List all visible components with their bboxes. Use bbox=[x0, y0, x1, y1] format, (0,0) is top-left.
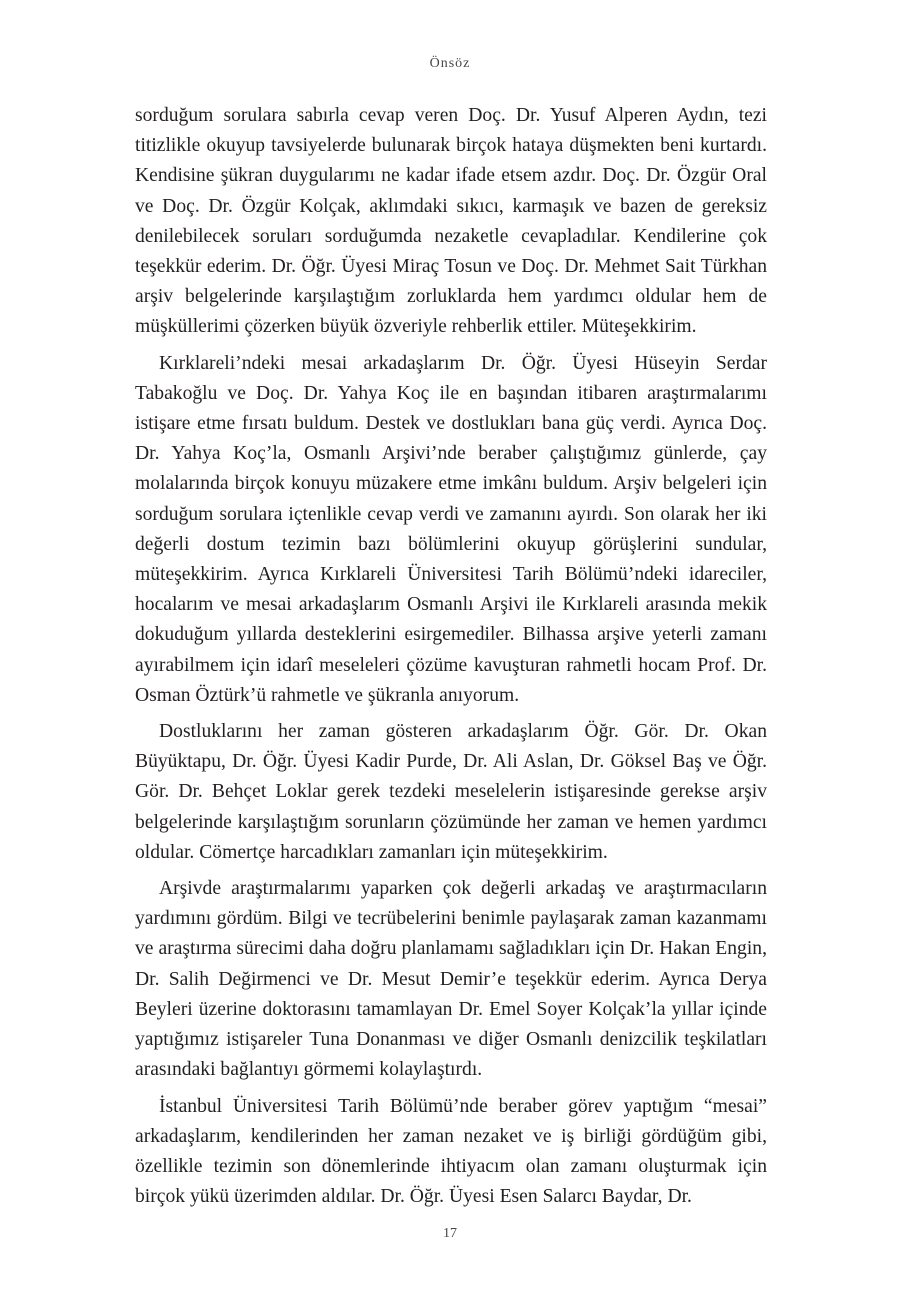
running-header: Önsöz bbox=[429, 56, 471, 71]
paragraph-3: Dostluklarını her zaman gösteren arkadaşlarım Öğr. Gör. Dr. Okan Büyüktapu, Dr. Öğr. Üyesi Kadir Purde, Dr. Ali Aslan, Dr. Göksel Baş ve Öğr. Gör. Dr. Behçet Loklar gerek tezdeki meselelerin istişaresinde gerekse arşiv belgelerinde karşılaştığım sorunların çözümünde her zaman ve hemen yardımcı oldular. Cömertçe harcadıkları zamanları için müteşekkirim. bbox=[135, 721, 767, 863]
paragraph-5: İstanbul Üniversitesi Tarih Bölümü’nde beraber görev yaptığım “mesai” arkadaşlarım, kendilerinden her zaman nezaket ve iş birliği gördüğüm gibi, özellikle tezimin son dönemlerinde ihtiyacım olan zamanı oluşturmak için birçok yükü üzerimden aldılar. Dr. Öğr. Üyesi Esen Salarcı Baydar, Dr. bbox=[135, 1095, 767, 1208]
body-text bbox=[135, 101, 767, 1218]
paragraph-2: Kırklareli’ndeki mesai arkadaşlarım Dr. Öğr. Üyesi Hüseyin Serdar Tabakoğlu ve Doç. Dr. Yahya Koç ile en başından itibaren araştırmalarımı istişare etme fırsatı buldum. Destek ve dostlukları bana güç verdi. Ayrıca Doç. Dr. Yahya Koç’la, Osmanlı Arşivi’nde beraber çalıştığımız günlerde, çay molalarında birçok konuyu müzakere etme imkânı buldum. Arşiv belgeleri için sorduğum sorulara içtenlikle cevap verdi ve zamanını ayırdı. Son olarak her iki değerli dostum tezimin bazı bölümlerini okuyup görüşlerini sundular, müteşekkirim. Ayrıca Kırklareli Üniversitesi Tarih Bölümü’ndeki idareciler, hocalarım ve mesai arkadaşlarım Osmanlı Arşivi ile Kırklareli arasında mekik dokuduğum yıllarda desteklerini esirgemediler. Bilhassa arşive yeterli zamanı ayırabilmem için idarî meseleleri çözüme kavuşturan rahmetli hocam Prof. Dr. Osman Öztürk’ü rahmetle ve şükranla anıyorum. bbox=[135, 352, 767, 706]
paragraph-4: Arşivde araştırmalarımı yaparken çok değerli arkadaş ve araştırmacıların yardımını gördüm. Bilgi ve tecrübelerini benimle paylaşarak zaman kazanmamı ve araştırma sürecimi daha doğru planlamamı sağladıkları için Dr. Hakan Engin, Dr. Salih Değirmenci ve Dr. Mesut Demir’e teşekkür ederim. Ayrıca Derya Beyleri üzerine doktorasını tamamlayan Dr. Emel Soyer Kolçak’la yıllar içinde yaptığımız istişareler Tuna Donanması ve diğer Osmanlı denizcilik teşkilatları arasındaki bağlantıyı görmemi kolaylaştırdı. bbox=[135, 878, 767, 1081]
page-number: 17 bbox=[443, 1226, 457, 1241]
paragraph-1: sorduğum sorulara sabırla cevap veren Doç. Dr. Yusuf Alperen Aydın, tezi titizlikle okuyup tavsiyelerde bulunarak birçok hataya düşmekten beni kurtardı. Kendisine şükran duygularımı ne kadar ifade etsem azdır. Doç. Dr. Özgür Oral ve Doç. Dr. Özgür Kolçak, aklımdaki sıkıcı, karmaşık ve bazen de gereksiz denilebilecek soruları sorduğumda nezaketle cevapladılar. Kendilerine çok teşekkür ederim. Dr. Öğr. Üyesi Miraç Tosun ve Doç. Dr. Mehmet Sait Türkhan arşiv belgelerinde karşılaştığım zorluklarda hem yardımcı oldular hem de müşküllerimi çözerken büyük özveriyle rehberlik ettiler. Müteşekkirim. bbox=[135, 105, 767, 338]
